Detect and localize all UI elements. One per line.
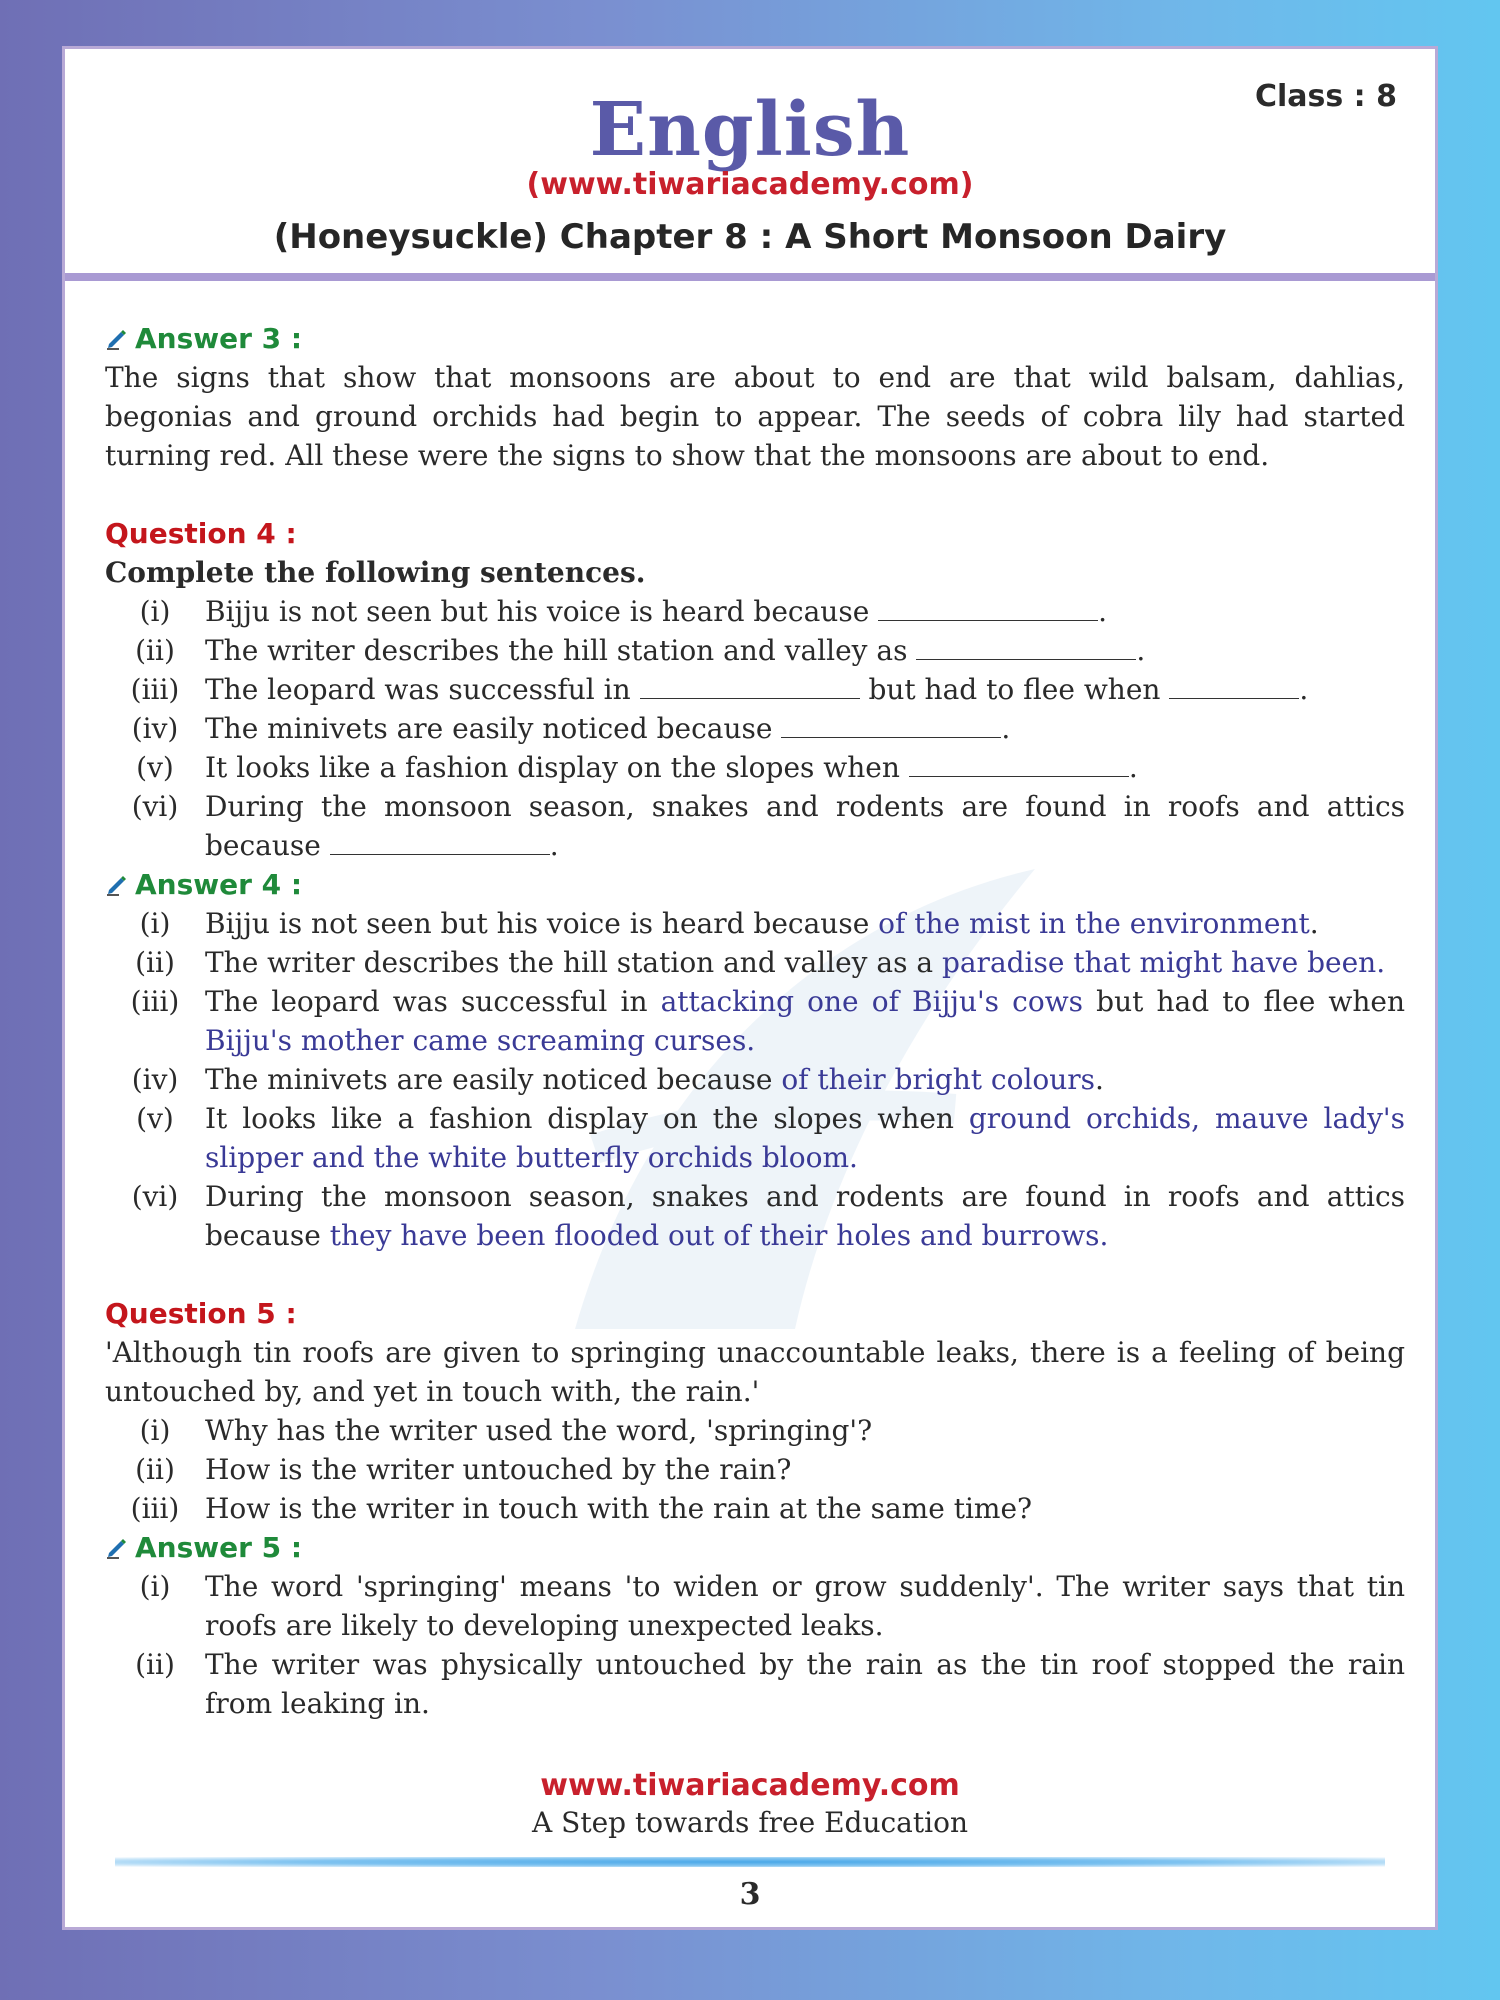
item-text: It looks like a fashion display on the slopes when	[205, 751, 900, 784]
question-4-heading: Question 4 :	[105, 517, 297, 550]
question-5-item	[105, 1489, 1405, 1528]
item-number: (i)	[139, 1414, 171, 1447]
pen-icon	[105, 1536, 129, 1560]
item-text: How is the writer in touch with the rain at the same time?	[205, 1492, 1033, 1525]
item-text: The writer describes the hill station and valley as	[205, 634, 908, 667]
answer-4-label: Answer 4 :	[135, 868, 303, 901]
item-number: (iii)	[130, 1492, 180, 1525]
answer-5-label: Answer 5 :	[135, 1531, 303, 1564]
item-end: .	[549, 829, 559, 862]
answer-phrase: of their bright colours	[781, 1063, 1096, 1096]
question-4-item	[105, 670, 1405, 709]
item-end: .	[1128, 751, 1138, 784]
answer-phrase: ground orchids, mauve lady's slipper and the white butterfly orchids bloom.	[205, 1102, 1405, 1174]
item-text: Bijju is not seen but his voice is heard because	[205, 595, 870, 628]
page-header	[65, 49, 1435, 281]
question-4-item	[105, 748, 1405, 787]
item-end: .	[1299, 673, 1309, 706]
item-text: The writer describes the hill station and valley as a	[205, 946, 942, 979]
class-label: Class : 8	[1254, 79, 1397, 114]
item-text: How is the writer untouched by the rain?	[205, 1453, 792, 1486]
footer-website-link[interactable]: www.tiwariacademy.com	[540, 1768, 960, 1803]
item-text: The leopard was successful in	[205, 985, 661, 1018]
item-number: (ii)	[135, 1453, 175, 1486]
item-text-mid: but had to flee when	[859, 673, 1161, 706]
fill-blank	[916, 638, 1136, 660]
question-5-quote: 'Although tin roofs are given to springing unaccountable leaks, there is a feeling of being untouched by, and yet in touch with, the rain.'	[105, 1336, 1405, 1408]
page-number: 3	[739, 1877, 761, 1912]
item-number: (v)	[136, 1102, 174, 1135]
question-5-heading: Question 5 :	[105, 1297, 297, 1330]
item-text: During the monsoon season, snakes and rodents are found in roofs and attics because	[205, 1180, 1405, 1252]
item-number: (iv)	[131, 1063, 179, 1096]
document-page	[62, 46, 1438, 1930]
fill-blank	[1169, 677, 1299, 699]
item-text: Bijju is not seen but his voice is heard because	[205, 907, 879, 940]
answer-4-item	[105, 1099, 1405, 1177]
item-end: .	[1001, 712, 1011, 745]
item-number: (iv)	[131, 712, 179, 745]
answer-3-heading	[105, 319, 1405, 358]
item-number: (v)	[136, 751, 174, 784]
fill-blank	[909, 755, 1129, 777]
item-number: (ii)	[135, 946, 175, 979]
page-footer	[65, 1767, 1435, 1841]
header-website: (www.tiwariacademy.com)	[526, 167, 974, 202]
item-number: (i)	[139, 1570, 171, 1603]
item-number: (iii)	[130, 985, 180, 1018]
question-4-item	[105, 592, 1405, 631]
item-number: (ii)	[135, 1648, 175, 1681]
pen-icon	[105, 327, 129, 351]
answer-4-item	[105, 1060, 1405, 1099]
question-4-instruction: Complete the following sentences.	[105, 556, 646, 589]
question-5-item	[105, 1450, 1405, 1489]
footer-tagline: A Step towards free Education	[532, 1806, 968, 1839]
answer-4-item	[105, 982, 1405, 1060]
question-4-item	[105, 631, 1405, 670]
item-text: The leopard was successful in	[205, 673, 631, 706]
item-number: (i)	[139, 907, 171, 940]
footer-divider	[115, 1857, 1385, 1867]
question-4-item	[105, 709, 1405, 748]
answer-4-item	[105, 943, 1405, 982]
item-end: .	[1309, 907, 1319, 940]
item-number: (vi)	[131, 1180, 179, 1213]
answer-phrase: of the mist in the environment	[878, 907, 1310, 940]
item-text-mid: but had to flee when	[1083, 985, 1405, 1018]
question-5-item	[105, 1411, 1405, 1450]
answer-5-item	[105, 1567, 1405, 1645]
item-number: (iii)	[130, 673, 180, 706]
answer-4-item	[105, 1177, 1405, 1255]
answer-3-text: The signs that show that monsoons are about to end are that wild balsam, dahlias, begonias and ground orchids had begin to appear. The seeds of cobra lily had started turning red. All these were the signs to show that the monsoons are about to end.	[105, 361, 1405, 472]
fill-blank	[640, 677, 860, 699]
answer-5-heading	[105, 1528, 1405, 1567]
item-text: The word 'springing' means 'to widen or grow suddenly'. The writer says that tin roofs are likely to developing unexpected leaks.	[205, 1570, 1405, 1642]
pen-icon	[105, 873, 129, 897]
item-text: During the monsoon season, snakes and rodents are found in roofs and attics because	[205, 790, 1405, 862]
fill-blank	[330, 833, 550, 855]
item-text: It looks like a fashion display on the slopes when	[205, 1102, 969, 1135]
answer-phrase: paradise that might have been.	[941, 946, 1386, 979]
item-text: The writer was physically untouched by the rain as the tin roof stopped the rain from leaking in.	[205, 1648, 1405, 1720]
answer-5-item	[105, 1645, 1405, 1723]
question-4-item	[105, 787, 1405, 865]
item-end: .	[1098, 595, 1108, 628]
item-text: The minivets are easily noticed because	[205, 1063, 782, 1096]
item-text: Why has the writer used the word, 'springing'?	[205, 1414, 873, 1447]
answer-4-item	[105, 904, 1405, 943]
answer-3-label: Answer 3 :	[135, 322, 303, 355]
fill-blank	[781, 716, 1001, 738]
fill-blank	[878, 599, 1098, 621]
item-text: The minivets are easily noticed because	[205, 712, 773, 745]
main-content	[105, 319, 1405, 1723]
chapter-title: (Honeysuckle) Chapter 8 : A Short Monsoon Dairy	[273, 217, 1227, 257]
item-end: .	[1136, 634, 1146, 667]
item-number: (i)	[139, 595, 171, 628]
subject-title: English	[589, 87, 911, 173]
item-number: (ii)	[135, 634, 175, 667]
answer-4-heading	[105, 865, 1405, 904]
answer-phrase: attacking one of Bijju's cows	[660, 985, 1084, 1018]
item-number: (vi)	[131, 790, 179, 823]
item-end: .	[1095, 1063, 1104, 1096]
answer-phrase: they have been flooded out of their holes and burrows.	[329, 1219, 1109, 1252]
answer-phrase: Bijju's mother came screaming curses.	[205, 1024, 756, 1057]
